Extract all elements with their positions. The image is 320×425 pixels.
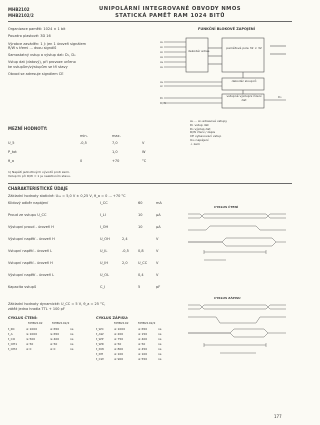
table-row: t_CO ≤ 500 ≤ 400 ns [8, 337, 74, 341]
svg-text:D₁: D₁ [160, 96, 164, 100]
table-row: t_WR ≥ 50 ≥ 50 ns [96, 342, 162, 346]
read-col-1: MHB2102 [28, 321, 43, 325]
table-row: Proud ze vstupu U_CC I_LI 10 µA [8, 213, 161, 217]
dynamic-intro: Základní hodnoty dynamické: U_CC = 5 V, θ_a = 25 °C, [8, 302, 106, 306]
table-row: t_OH2 ≥ 0 ≥ 0 ns [8, 347, 74, 351]
part-number-2: MHB2102/2 [8, 13, 34, 18]
table-row: Kapacita vstupů C_I 5 pF [8, 285, 161, 289]
table-row: U_5 -0,5 7,0 V [8, 141, 145, 145]
block-column-decoder: dekodér sloupců [231, 79, 257, 83]
read-cycle-diagram [186, 212, 290, 268]
table-row: Výstupní proud - úroveň H I_OH 10 µA [8, 225, 161, 229]
page-title: UNIPOLÁRNÍ INTEGROVANÉ OBVODY NMOS [99, 6, 241, 12]
table-row: t_DW ≥ 800 ≥ 450 ns [96, 347, 162, 351]
svg-text:A₅: A₅ [160, 65, 164, 69]
write-col-2: MHB2102/2 [138, 321, 156, 325]
read-cycle-table [8, 328, 73, 353]
table-row: θ_a 0 +70 °C [8, 159, 147, 163]
table-row: t_WC ≥ 1000 ≥ 650 ns [96, 327, 162, 331]
read-cycle-diagram-title: CYKLUS ČTENÍ [214, 205, 239, 209]
block-decoder: dekodér adres [188, 49, 210, 53]
table-row: Klidový odběr napájení I_CC 60 mA [8, 201, 162, 205]
legend-item: D₀ výstup dat [190, 126, 211, 131]
part-number-1: MHB2102 [8, 7, 30, 12]
feature-item: Vstup dat (datový), při provoze určeno [8, 60, 76, 65]
table-row: Výstupní napětí - úroveň H U_OH 2,4 V [8, 237, 159, 241]
table-row: Vstupní napětí - úroveň L U_IL -0,5 0,8 V [8, 249, 159, 253]
read-col-2: MHB2102/2 [52, 321, 70, 325]
table-row: Vstupní napětí - úroveň H U_IH 2,0 U_CC V [8, 261, 159, 265]
block-memory-array: paměťové pole 32 × 32 [226, 46, 262, 50]
legend-item: D₁ vstup dat [190, 122, 209, 127]
write-cycle-diagram-title: CYKLUS ZÁPISU [214, 296, 241, 300]
section-rule [8, 183, 292, 184]
legend-item: U₅₅ napájení [190, 137, 209, 142]
page-number: 177 [274, 414, 282, 419]
table-row: t_CW ≥ 900 ≥ 550 ns [96, 357, 162, 361]
header-rule [8, 21, 292, 22]
feature-item: R/W s třemi ... dvou signálů [8, 45, 57, 50]
svg-text:A₀: A₀ [160, 40, 164, 44]
legend-item: A₀ ... A₉ adresové vstupy [190, 119, 228, 123]
limits-col-max: max. [112, 134, 121, 138]
legend-item: ⊥ zem [190, 141, 200, 146]
read-cycle-title: CYKLUS ČTENÍ: [8, 316, 38, 320]
table-row: t_DH ≥ 100 ≥ 100 ns [96, 352, 162, 356]
svg-text:A₆: A₆ [160, 80, 164, 84]
limits-title: MEZNÍ HODNOTY: [8, 126, 48, 131]
svg-text:A₇: A₇ [160, 84, 164, 88]
dynamic-intro-load: zátěž jedna hradla TTL + 100 pF [8, 307, 65, 311]
page-subtitle: STATICKÁ PAMĚŤ RAM 1024 BITŮ [115, 13, 225, 19]
write-cycle-table [96, 328, 161, 363]
feature-item: Obvod se adresuje signálem CE [8, 72, 64, 77]
feature-item: Samostatný vstup a výstup dat: D₁, D₀ [8, 53, 76, 58]
table-row: t_WP ≥ 750 ≥ 400 ns [96, 337, 162, 341]
svg-text:A₂: A₂ [160, 50, 164, 54]
legend-item: R/W čtení / zápis [190, 130, 216, 135]
characteristics-table [8, 201, 178, 297]
footnote: Vstup D₁ při R/W = 1 je neaktivním stavu. [8, 174, 71, 178]
limits-col-min: min. [80, 134, 88, 138]
svg-text:A₁: A₁ [160, 45, 164, 49]
footnote: 1) Napětí jednotlivých vývodů proti zemi. [8, 170, 70, 174]
table-row: t_RC ≥ 1000 ≥ 650 ns [8, 327, 74, 331]
characteristics-intro: Základní hodnoty statické: U₅₅ = 5,0 V ± 0,25 V, θ_a = 0 ... +70 °C [8, 194, 126, 198]
legend-item: CE vybavovací vstup [190, 134, 222, 139]
svg-text:A₃: A₃ [160, 55, 164, 59]
pin-legend [190, 120, 227, 147]
table-row: P_tot 1,0 W [8, 150, 146, 154]
feature-item: Pouzdro plastové: 3D 16 [8, 34, 51, 39]
write-cycle-title: CYKLUS ZÁPISU: [96, 316, 129, 320]
feature-item: ke vstupům/výstupům se tří stavy [8, 64, 68, 69]
table-row: t_OH1 ≥ 50 ≥ 50 ns [8, 342, 74, 346]
feature-item: Výrobce zaváděn: 1 J: jen 1 úroveň signálem [8, 41, 87, 46]
features-list [8, 27, 86, 76]
table-row: Výstupní napětí - úroveň L U_OL 0,4 V [8, 273, 159, 277]
block-diagram-title: FUNKČNÍ BLOKOVÉ ZAPOJENÍ [198, 27, 255, 31]
write-col-1: MHB2102 [114, 321, 129, 325]
limits-table [8, 141, 146, 168]
svg-text:R/W: R/W [160, 101, 167, 105]
block-io-control: vstupně výstupní řízení dat [226, 94, 262, 102]
feature-item: Organizace paměti: 1024 × 1 bit [8, 27, 66, 31]
svg-text:D₀: D₀ [278, 95, 282, 99]
table-row: t_A ≤ 1000 ≤ 650 ns [8, 332, 74, 336]
write-cycle-diagram [186, 303, 290, 359]
svg-text:A₄: A₄ [160, 60, 164, 64]
characteristics-title: CHARAKTERISTICKÉ ÚDAJE [8, 186, 68, 191]
table-row: t_AW ≥ 200 ≥ 150 ns [96, 332, 162, 336]
